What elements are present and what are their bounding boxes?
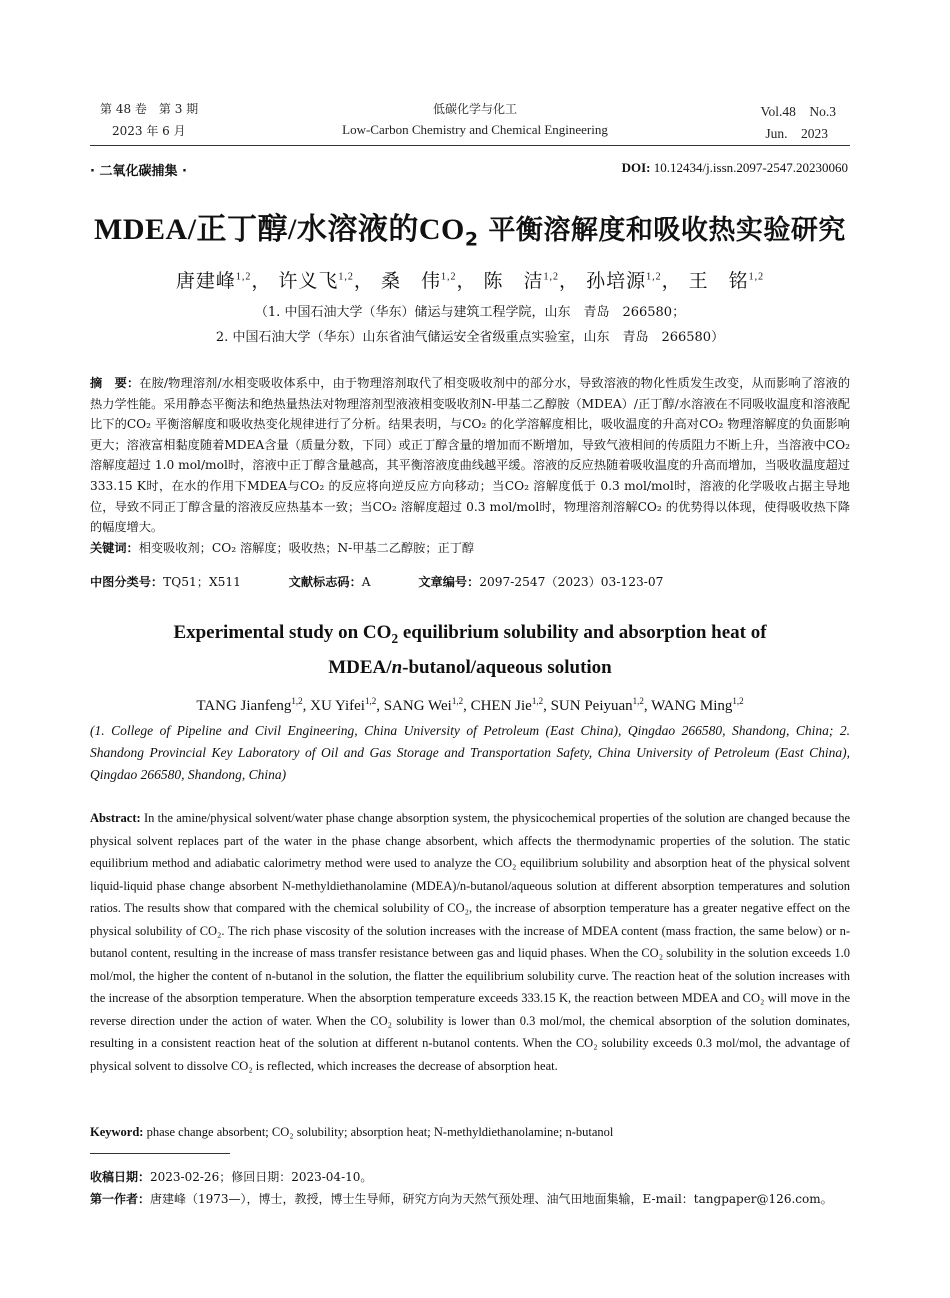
header-date-en: Jun. 2023 <box>765 126 828 141</box>
header-date-cn: 2023 年 6 月 <box>112 124 186 138</box>
author-cn: 陈 洁$^{1,2}$ <box>483 270 560 292</box>
author-en: SANG Wei$^{1,2}$ <box>383 696 464 714</box>
author-cn: 王 铭$^{1,2}$ <box>688 270 765 292</box>
footnote-rule <box>90 1153 230 1154</box>
authors-cn: 唐建峰$^{1,2}$， 许义飞$^{1,2}$， 桑 伟$^{1,2}$， 陈 洁$^{1,2}$， 孙培源$^{1,2}$， 王 铭$^{1,2}$ <box>175 270 765 292</box>
author-en: SUN Peiyuan$^{1,2}$ <box>550 696 644 714</box>
abstract-en-label: Abstract: <box>90 811 141 825</box>
clc-label: 中图分类号： <box>90 575 164 589</box>
keywords-cn-text: 相变吸收剂；CO₂ 溶解度；吸收热；N-甲基二乙醇胺；正丁醇 <box>138 540 475 555</box>
header-volume-cn: 第 48 卷 第 3 期 <box>100 102 199 116</box>
header-journal-en: Low-Carbon Chemistry and Chemical Engineering <box>342 122 608 137</box>
title-cn-suffix: 平衡溶解度和吸收热实验研究 <box>478 215 846 246</box>
article-no-value: 2097-2547（2023）03-123-07 <box>479 575 664 589</box>
doc-code-value: A <box>361 575 371 589</box>
title-cn-sub: 2 <box>464 228 479 251</box>
footnote-received: 收稿日期：2023-02-26；修回日期：2023-04-10。 <box>90 1170 373 1184</box>
keywords-en-text: phase change absorbent; CO₂ solubility; absorption heat; N-methyldiethanolamine; n-butanol <box>146 1125 614 1139</box>
author-en: XU Yifei$^{1,2}$ <box>310 696 377 714</box>
doc-code-label: 文献标志码： <box>288 575 362 589</box>
author-en: CHEN Jie$^{1,2}$ <box>470 696 544 714</box>
abstract-cn <box>90 373 850 558</box>
abstract-en-text: In the amine/physical solvent/water phase change absorption system, the physicochemical properties of the solution are changed because the physical solvent replaces part of the water in the phase change absorbent, which affects the thermodynamic properties of the solution. The static equilibrium method and adiabatic calorimetry method were used to analyze the CO₂ equilibrium solubility and absorption heat of the physical solvent liquid-liquid phase change absorbent N-methyldiethanolamine (MDEA)/n-butanol/aqueous solution at different absorption temperatures and solution ratios. The results show that compared with the chemical solubility of CO₂, the increase of absorption temperature has a greater negative effect on the physical solubility of CO₂. The rich phase viscosity of the solution increases with the increase of MDEA content (mass fraction, the same below) or n-butanol content, resulting in the increase of mass transfer resistance between gas and liquid phases. When the CO₂ solubility in the solution exceeds 1.0 mol/mol, the higher the content of n-butanol in the solution, the flatter the equilibrium solubility curve. The reaction heat of the solution increases with the increase of the absorption temperature. When the absorption temperature exceeds 333.15 K, the reaction between MDEA and CO₂ will move in the reverse direction under the action of water. When the CO₂ solubility is lower than 0.3 mol/mol, the chemical absorption of the solution dominates, resulting in a consistent reaction heat of the solution at different n-butanol contents. When the CO₂ solubility exceeds 0.3 mol/mol, the advantage of physical solvent to dissolve CO₂ is reflected, which increases the decrease of absorption heat. <box>90 811 850 1073</box>
abstract-cn-label: 摘 要： <box>90 376 140 390</box>
author-en: TANG Jianfeng$^{1,2}$ <box>196 696 303 714</box>
header-volume-en: Vol.48 No.3 <box>760 104 836 119</box>
author-cn: 桑 伟$^{1,2}$ <box>380 270 457 292</box>
header-rule <box>90 145 850 146</box>
author-en: WANG Ming$^{1,2}$ <box>651 696 744 714</box>
abstract-cn-text: 在胺/物理溶剂/水相变吸收体系中，由于物理溶剂取代了相变吸收剂中的部分水，导致溶液的物化性质发生改变，从而影响了溶液的热力学性能。采用静态平衡法和绝热量热法对物理溶剂型液液相变吸收剂N-甲基二乙醇胺（MDEA）/正丁醇/水溶液在不同吸收温度和溶液配比下的CO₂ 平衡溶解度和吸收热变化规律进行了分析。结果表明，与CO₂ 的化学溶解度相比，吸收温度的升高对CO₂ 物理溶解度的负面影响更大；溶液富相黏度随着MDEA含量（质量分数，下同）或正丁醇含量的增加而不断增加，导致气液相间的传质阻力不断上升，当溶液中CO₂ 溶解度超过 1.0 mol/mol时，溶液中正丁醇含量越高，其平衡溶液度曲线越平缓。溶液的反应热随着吸收温度的升高而增加，当吸收温度超过 333.15 K时，在水的作用下MDEA与CO₂ 的反应将向逆反应方向移动；当CO₂ 溶解度低于 0.3 mol/mol时，溶液的化学吸收占据主导地位，导致不同正丁醇含量的溶液反应热基本一致；当CO₂ 溶解度超过 0.3 mol/mol时，物理溶剂溶解CO₂ 的优势得以体现，使得吸收热下降的幅度增大。 <box>90 376 851 535</box>
section-label: · 二氧化碳捕集 · <box>90 164 187 179</box>
footnote-first-author: 第一作者：唐建峰（1973—），博士，教授，博士生导师，研究方向为天然气预处理、油气田地面集输，E-mail：tangpaper@126.com。 <box>90 1192 833 1206</box>
affiliation-cn-1: （1. 中国石油大学（华东）储运与建筑工程学院，山东 青岛 266580； <box>254 305 686 320</box>
doi[interactable] <box>622 160 848 176</box>
keywords-cn-label: 关键词： <box>90 540 139 555</box>
classification <box>90 573 850 590</box>
title-cn-prefix: MDEA/正丁醇/水溶液的CO <box>94 213 465 246</box>
authors-en: TANG Jianfeng$^{1,2}$, XU Yifei$^{1,2}$, SANG Wei$^{1,2}$, CHEN Jie$^{1,2}$, SUN Peiyuan$^{1,2}$, WANG Ming$^{1,2}$ <box>196 696 744 714</box>
article-no-label: 文章编号： <box>418 575 480 589</box>
author-cn: 孙培源$^{1,2}$ <box>586 270 662 292</box>
title-en: Experimental study on $CO_2$ equilibrium solubility and absorption heat of MDEA/n-butanol/aqueous solution <box>173 622 767 678</box>
affiliation-cn-2: 2. 中国石油大学（华东）山东省油气储运安全省级重点实验室，山东 青岛 266580） <box>215 330 725 345</box>
doi-value[interactable]: 10.12434/j.issn.2097-2547.20230060 <box>653 160 848 175</box>
clc-value: TQ51；X511 <box>163 575 241 589</box>
title-cn <box>90 204 850 250</box>
author-cn: 唐建峰$^{1,2}$ <box>175 270 252 292</box>
affiliation-en: (1. College of Pipeline and Civil Engineering, China University of Petroleum (East China), Qingdao 266580, Shandong, China; 2. Shandong Provincial Key Laboratory of Oil and Gas Storage and Transportation Safety, China University of Petroleum (East China), Qingdao 266580, Shandong, China) <box>90 723 850 782</box>
keywords-en <box>90 1125 850 1140</box>
author-cn: 许义飞$^{1,2}$ <box>278 270 354 292</box>
doi-label: DOI: <box>621 160 651 175</box>
abstract-en <box>90 807 850 1077</box>
header-journal-cn: 低碳化学与化工 <box>432 102 517 116</box>
keywords-en-label: Keyword: <box>90 1125 144 1139</box>
